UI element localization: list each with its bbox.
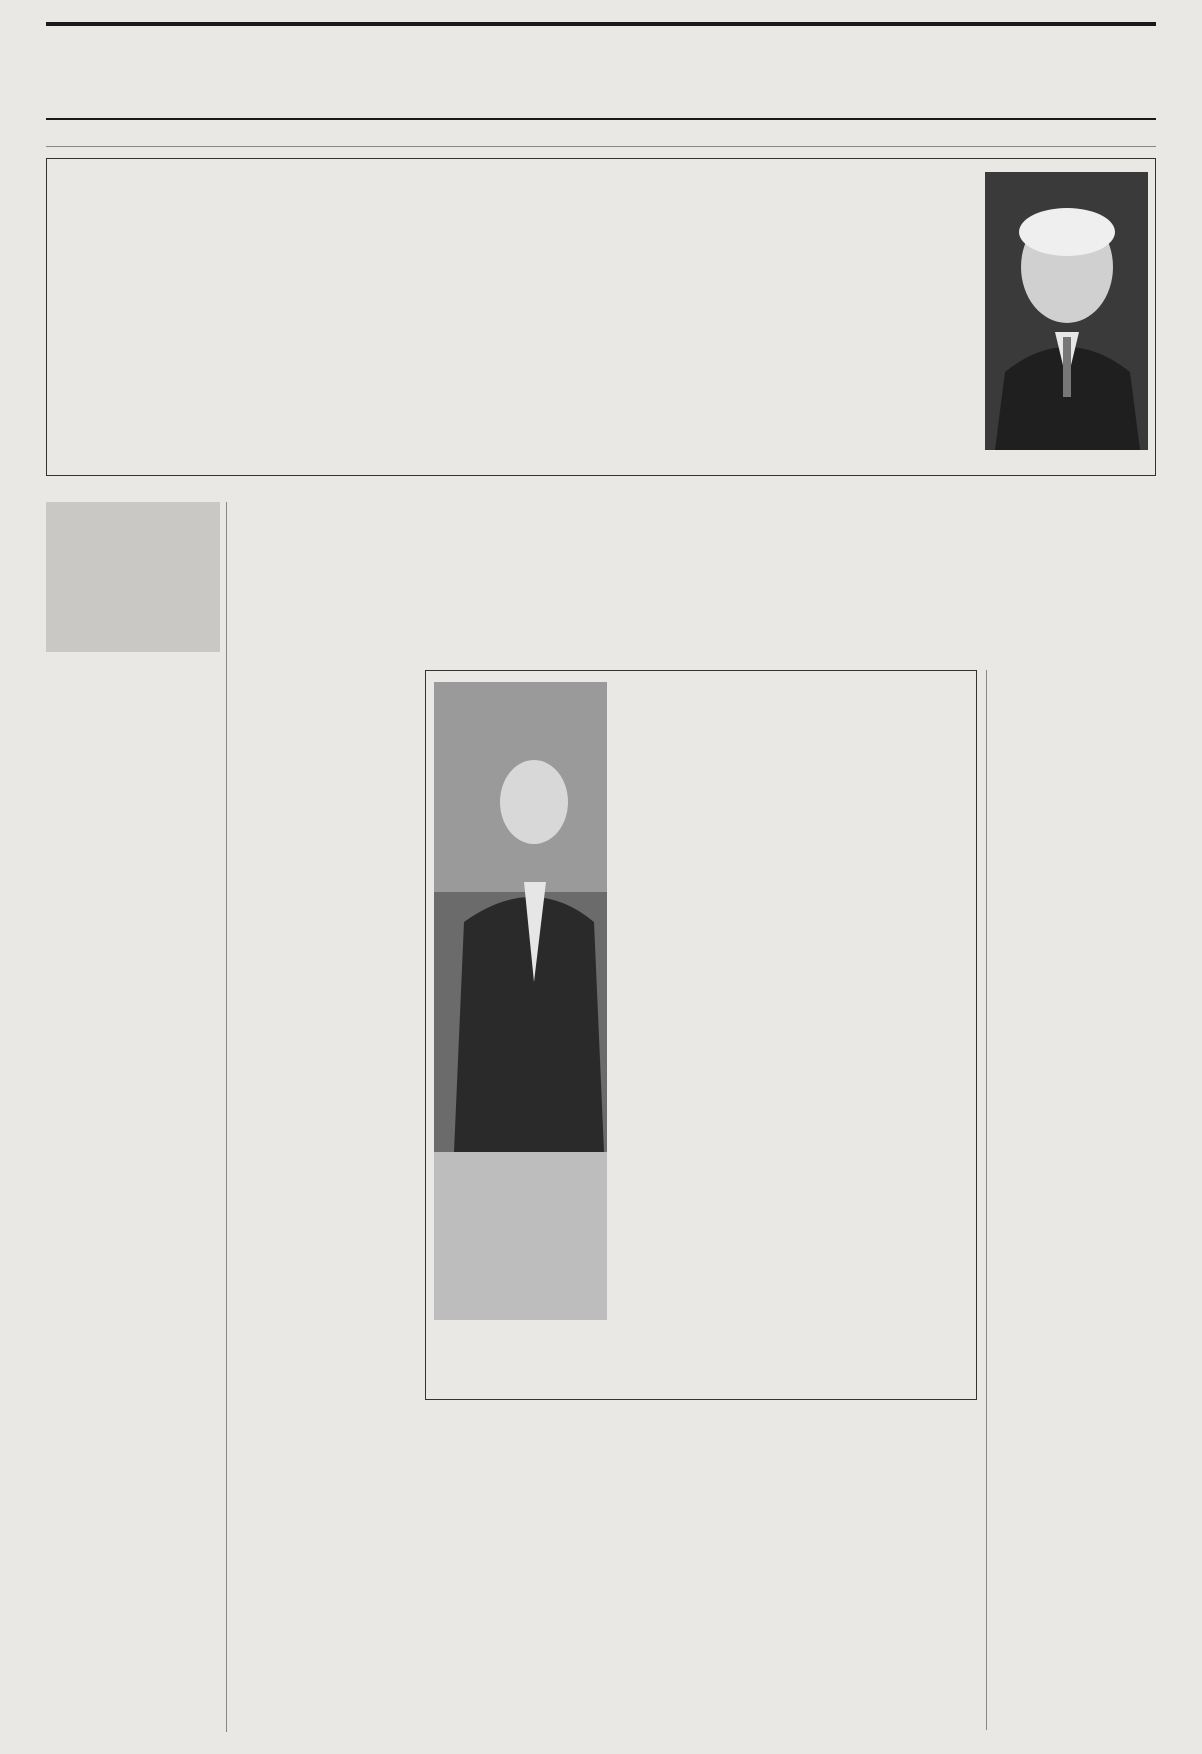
- bruxelles-column: [994, 832, 1160, 1732]
- bruxelles-divider: [986, 670, 987, 1730]
- portrait-illustration: [985, 172, 1148, 450]
- korea-column-2: [358, 300, 658, 468]
- masthead: [0, 0, 1202, 130]
- main-column-1: [234, 668, 416, 1416]
- masthead-top-rule: [46, 22, 1156, 26]
- main-column-3: [796, 1610, 972, 1708]
- masthead-bottom-rule: [46, 118, 1156, 120]
- korea-column-1: [58, 300, 343, 468]
- rizzo-illustration: [434, 682, 607, 1320]
- main-column-2a: [424, 1548, 592, 1708]
- masthead-thin-rule: [46, 146, 1156, 147]
- sidebar-column: [50, 668, 218, 1708]
- sidebar-title-box: [46, 502, 220, 652]
- jimmy-carter-photo: [985, 172, 1148, 450]
- minuto-rizzo-photo: [434, 682, 607, 1320]
- nato-column: [614, 818, 968, 1328]
- sidebar-divider: [226, 502, 227, 1732]
- main-column-2b: [604, 1418, 780, 1708]
- korea-column-3: [672, 300, 972, 468]
